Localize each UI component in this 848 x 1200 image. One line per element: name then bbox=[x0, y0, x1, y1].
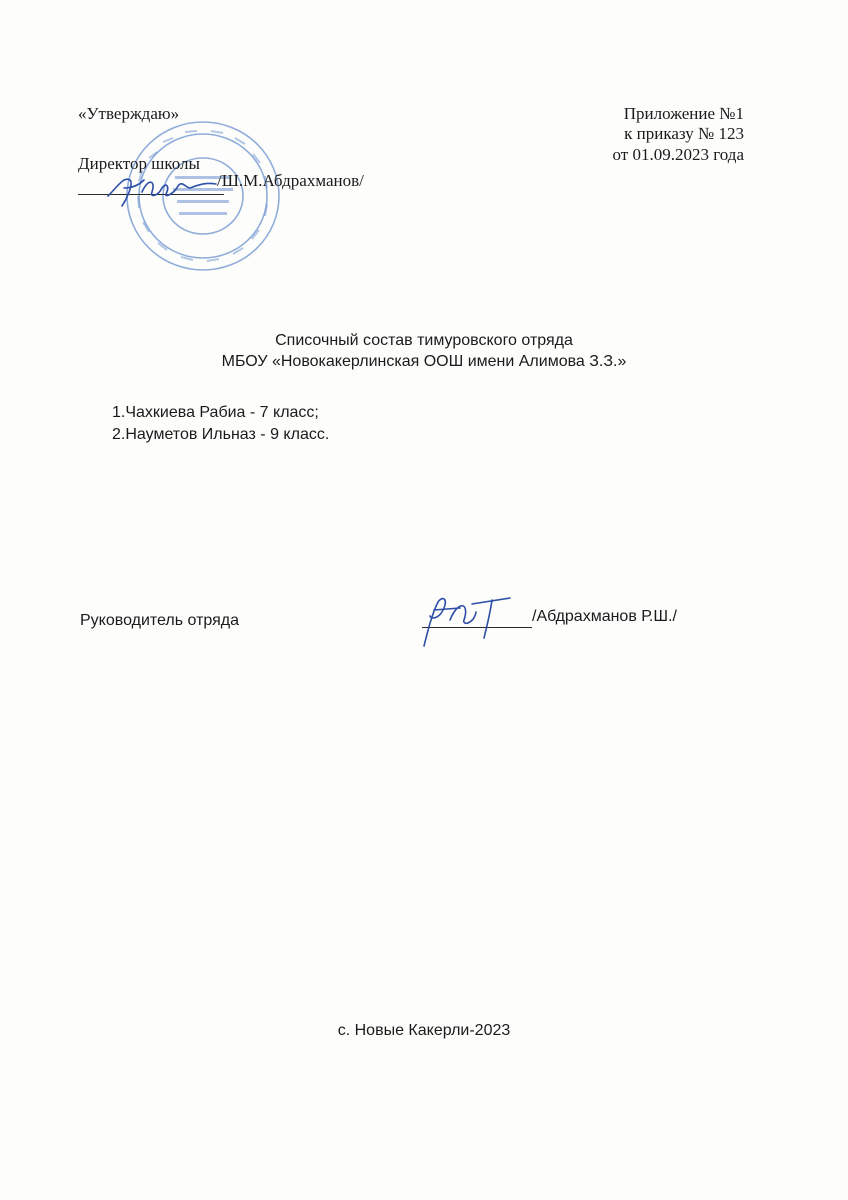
director-signature bbox=[104, 166, 224, 216]
director-name: /Ш.М.Абдрахманов/ bbox=[217, 171, 364, 190]
appendix-number: Приложение №1 bbox=[623, 104, 744, 123]
leader-title: Руководитель отряда bbox=[80, 612, 240, 629]
document-title: Списочный состав тимуровского отряда bbox=[275, 332, 573, 349]
appendix-order: к приказу № 123 bbox=[624, 124, 744, 143]
leader-signature bbox=[414, 590, 524, 650]
approval-label: «Утверждаю» bbox=[78, 104, 180, 123]
director-title: Директор школы bbox=[78, 154, 200, 173]
list-item: 2.Науметов Ильназ - 9 класс. bbox=[112, 426, 330, 443]
appendix-date: от 01.09.2023 года bbox=[612, 145, 744, 164]
school-name: МБОУ «Новокакерлинская ООШ имени Алимова З.З.» bbox=[221, 353, 627, 370]
place-year-footer: с. Новые Какерли-2023 bbox=[337, 1022, 511, 1039]
list-item: 1.Чахкиева Рабиа - 7 класс; bbox=[112, 404, 319, 421]
leader-name: /Абдрахманов Р.Ш./ bbox=[532, 608, 677, 625]
